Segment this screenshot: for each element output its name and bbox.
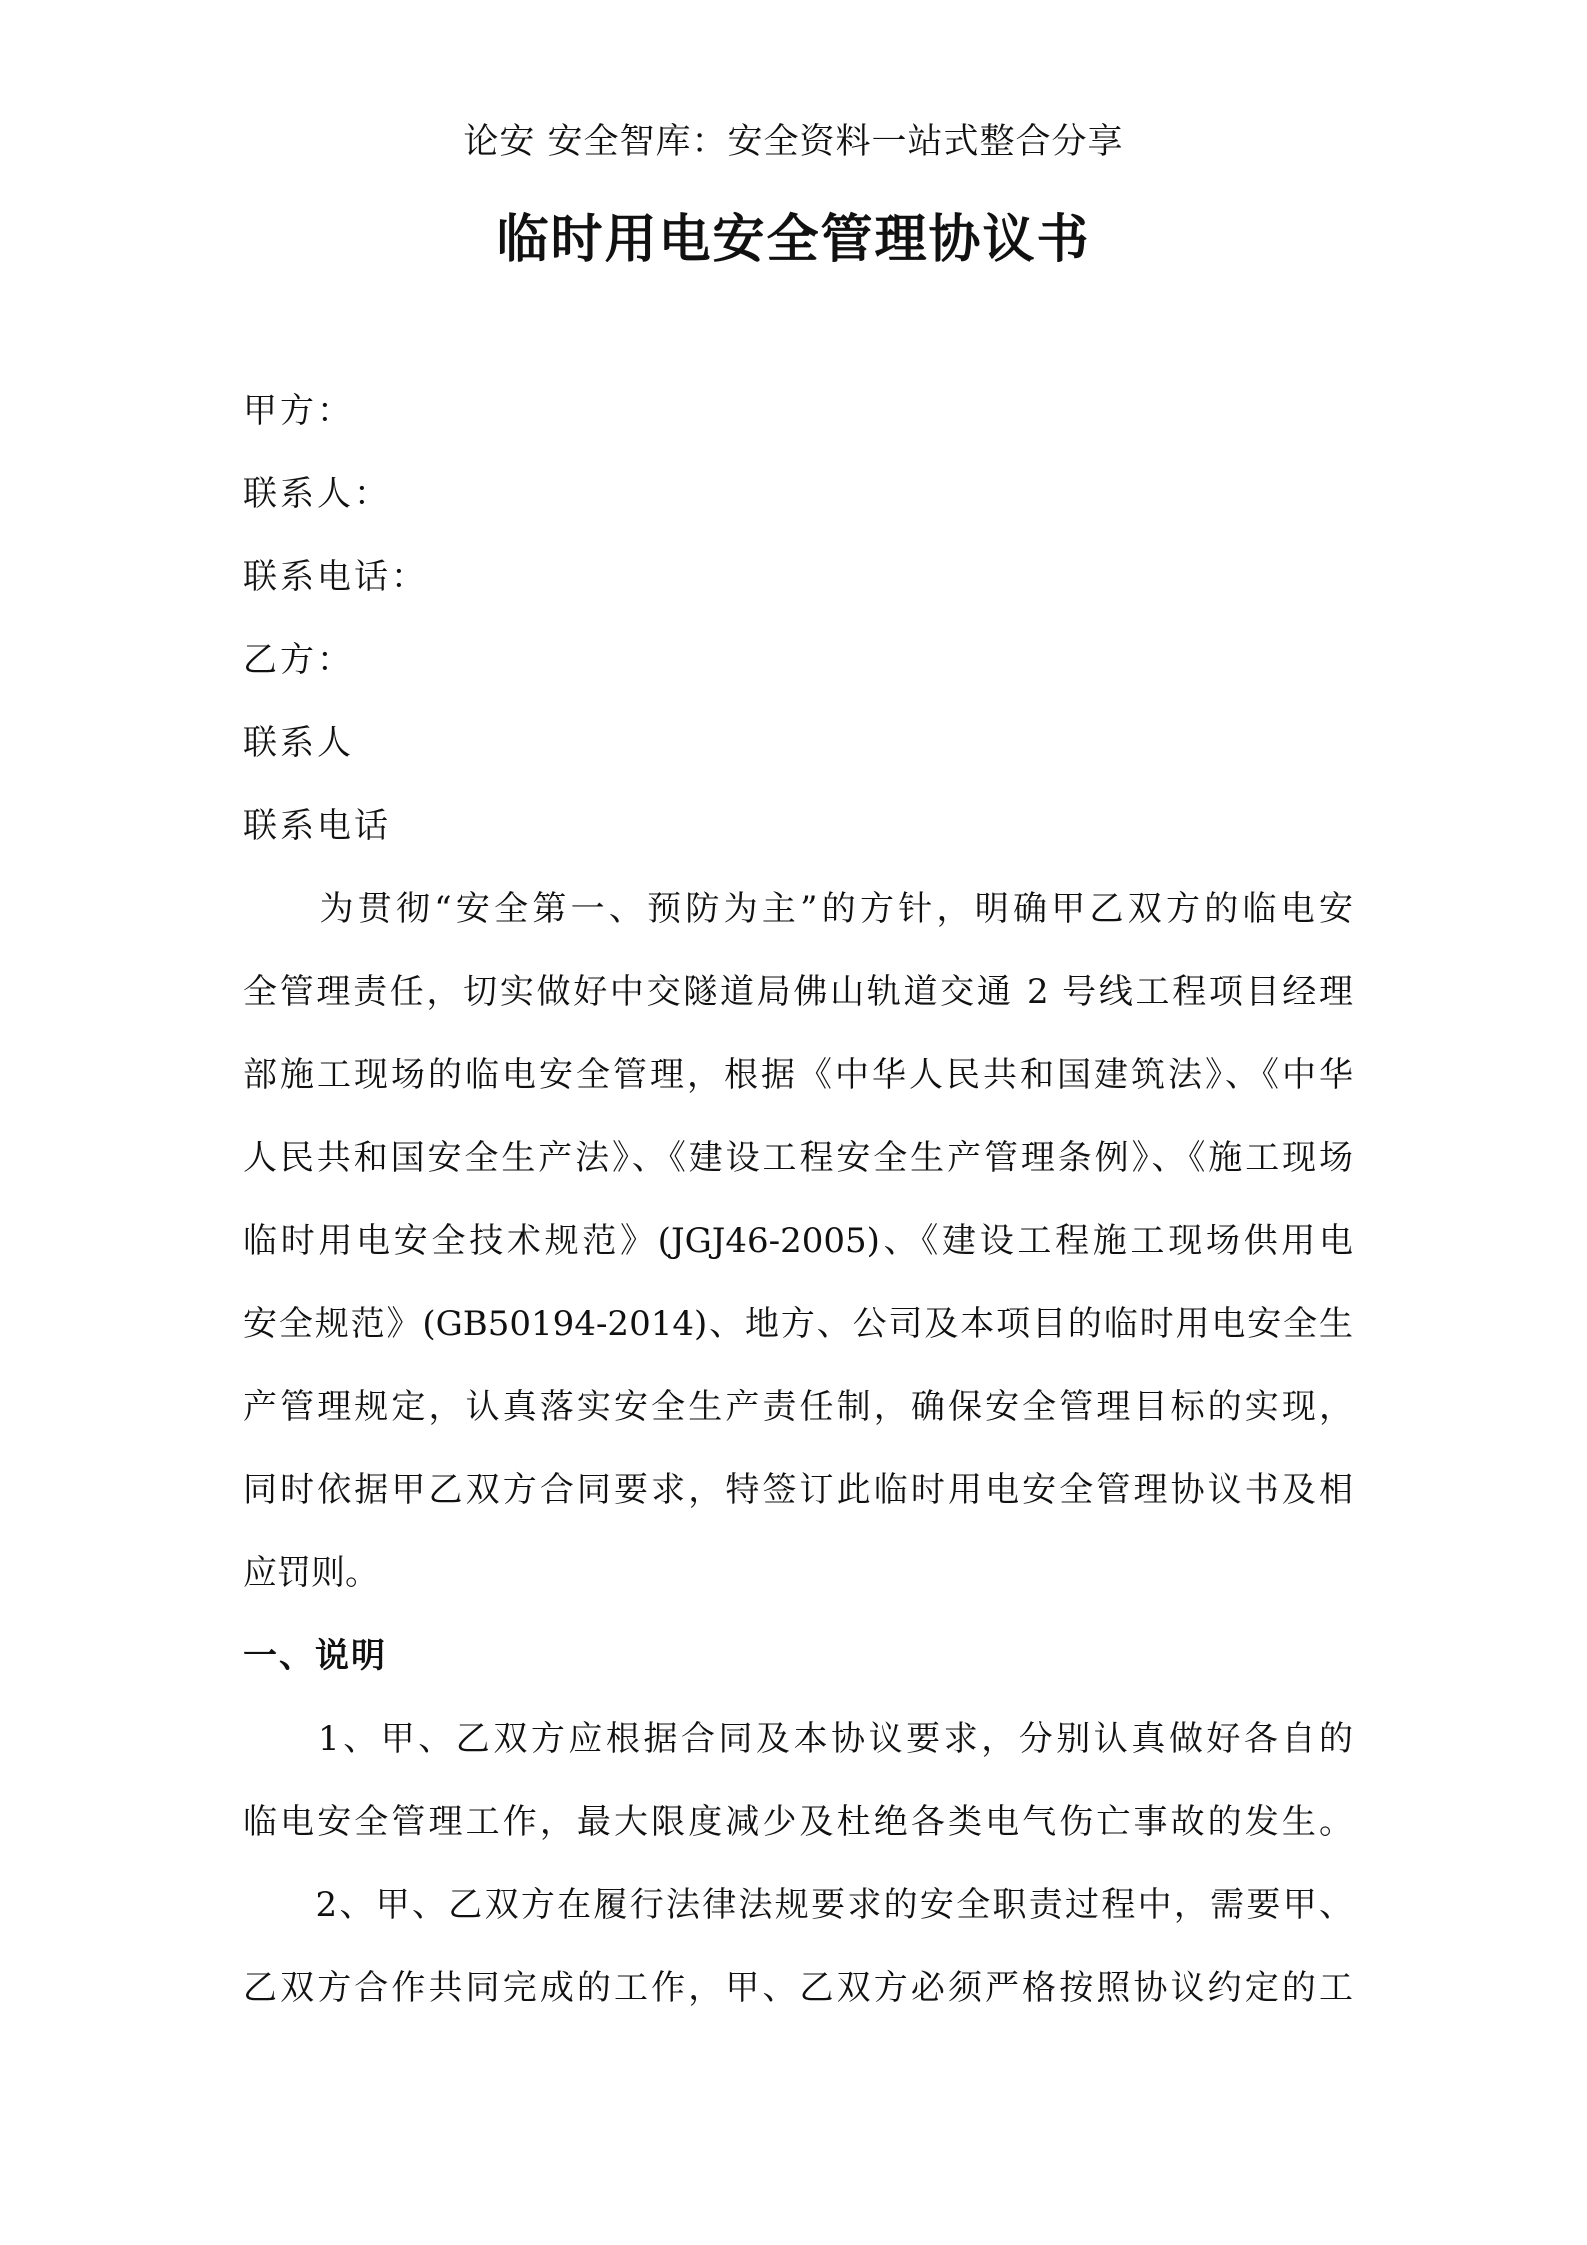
section-line: 乙双方合作共同完成的工作，甲、乙双方必须严格按照协议约定的工 <box>243 1968 1353 2008</box>
preamble-line: 应罚则。 <box>243 1553 379 1593</box>
document-title: 临时用电安全管理协议书 <box>496 209 1091 270</box>
preamble-line: 产管理规定，认真落实安全生产责任制，确保安全管理目标的实现， <box>243 1387 1353 1427</box>
party-a-contact-field: 联系人： <box>243 474 391 514</box>
party-a-field: 甲方： <box>243 391 354 431</box>
party-a-phone-field: 联系电话： <box>243 557 428 597</box>
party-b-field: 乙方： <box>243 640 354 680</box>
preamble-line: 人民共和国安全生产法》、《建设工程安全生产管理条例》、《施工现场 <box>243 1138 1353 1178</box>
party-b-contact-field: 联系人 <box>243 723 354 763</box>
preamble-line: 全管理责任，切实做好中交隧道局佛山轨道交通 2 号线工程项目经理 <box>243 972 1353 1012</box>
section-line: 2、甲、乙双方在履行法律法规要求的安全职责过程中，需要甲、 <box>243 1885 1353 1925</box>
preamble-line: 安全规范》(GB50194-2014)、地方、公司及本项目的临时用电安全生 <box>243 1304 1353 1344</box>
site-header-line: 论安 安全智库：安全资料一站式整合分享 <box>463 122 1124 162</box>
preamble-line: 为贯彻“安全第一、预防为主”的方针，明确甲乙双方的临电安 <box>243 889 1353 929</box>
section-heading: 一、说明 <box>243 1636 387 1676</box>
preamble-line: 部施工现场的临电安全管理，根据《中华人民共和国建筑法》、《中华 <box>243 1055 1353 1095</box>
section-line: 1、甲、乙双方应根据合同及本协议要求，分别认真做好各自的 <box>243 1719 1353 1759</box>
party-b-phone-field: 联系电话 <box>243 806 391 846</box>
preamble-line: 临时用电安全技术规范》(JGJ46-2005)、《建设工程施工现场供用电 <box>243 1221 1353 1261</box>
section-line: 临电安全管理工作，最大限度减少及杜绝各类电气伤亡事故的发生。 <box>243 1802 1353 1842</box>
preamble-line: 同时依据甲乙双方合同要求，特签订此临时用电安全管理协议书及相 <box>243 1470 1353 1510</box>
